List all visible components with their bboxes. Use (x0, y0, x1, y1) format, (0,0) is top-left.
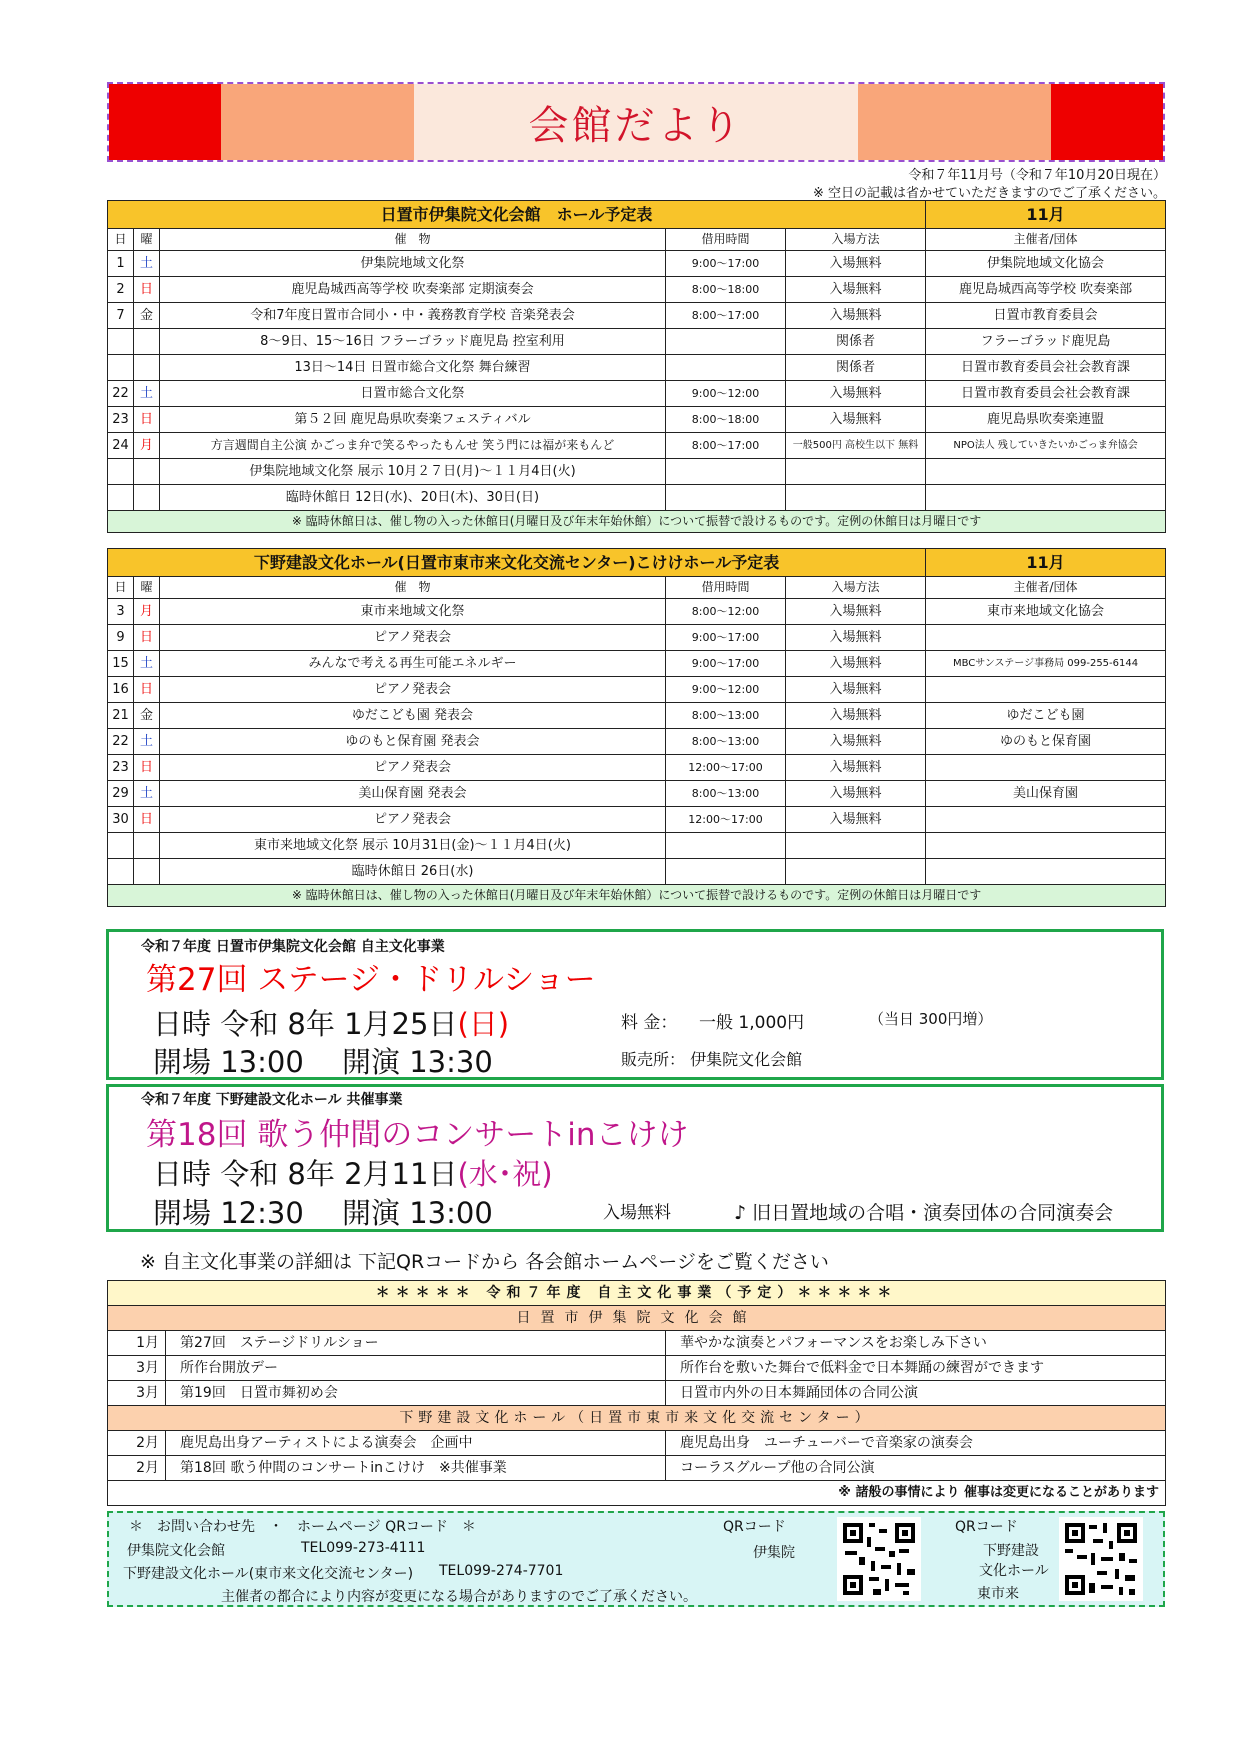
ijuin-table-heading: 日置市伊集院文化会館 ホール予定表 (108, 201, 926, 229)
col-weekday: 曜 (134, 229, 160, 251)
weekday-cell: 日 (134, 755, 160, 781)
admission-cell: 入場無料 (786, 781, 926, 807)
qr-notice: ※ 自主文化事業の詳細は 下記QRコードから 各会館ホームページをご覧ください (140, 1251, 829, 1273)
schedule-row (108, 781, 1166, 807)
day-cell: 23 (108, 755, 134, 781)
time-cell: 12:00～17:00 (666, 755, 786, 781)
time-cell: 9:00～17:00 (666, 625, 786, 651)
event2-date: 日時 令和 8年 2月11日(水･祝) (153, 1157, 553, 1191)
annual-desc-cell: コーラスグループ他の合同公演 (666, 1456, 1166, 1481)
time-cell: 12:00～17:00 (666, 807, 786, 833)
column-header-row (108, 229, 1166, 251)
annual-event-cell: 鹿児島出身アーティストによる演奏会 企画中 (166, 1431, 666, 1456)
day-cell: 16 (108, 677, 134, 703)
event-cell: 第５２回 鹿児島県吹奏楽フェスティバル (160, 407, 666, 433)
schedule-row (108, 755, 1166, 781)
organizer-cell: 鹿児島県吹奏楽連盟 (926, 407, 1166, 433)
event-cell: 日置市総合文化祭 (160, 381, 666, 407)
event1-subtitle: 令和７年度 日置市伊集院文化会館 自主文化事業 (141, 939, 445, 955)
schedule-row (108, 703, 1166, 729)
time-cell: 8:00～13:00 (666, 703, 786, 729)
organizer-cell: ゆのもと保育園 (926, 729, 1166, 755)
ijuin-table-month: 11月 (926, 201, 1166, 229)
day-cell (108, 485, 134, 511)
admission-cell: 関係者 (786, 355, 926, 381)
schedule-row (108, 625, 1166, 651)
admission-cell: 関係者 (786, 329, 926, 355)
contact-heading: ＊ お問い合わせ先 ・ ホームページ QRコード ＊ (129, 1519, 476, 1535)
contact-ijuin-name: 伊集院文化会館 (127, 1543, 225, 1559)
organizer-cell (926, 485, 1166, 511)
annual-month-cell: 2月 (108, 1456, 166, 1481)
weekday-cell: 日 (134, 277, 160, 303)
col-time: 借用時間 (666, 229, 786, 251)
day-cell (108, 459, 134, 485)
annual-month-cell: 3月 (108, 1356, 166, 1381)
annual-desc-cell: 鹿児島出身 ユーチューバーで音楽家の演奏会 (666, 1431, 1166, 1456)
event-cell: ピアノ発表会 (160, 625, 666, 651)
event-cell: ピアノ発表会 (160, 677, 666, 703)
event-cell: 令和7年度日置市合同小・中・義務教育学校 音楽発表会 (160, 303, 666, 329)
event-cell: 鹿児島城西高等学校 吹奏楽部 定期演奏会 (160, 277, 666, 303)
page-title: 会館だより (414, 84, 858, 160)
organizer-cell (926, 459, 1166, 485)
qr-code-ijuin[interactable] (837, 1517, 921, 1601)
organizer-cell: 日置市教育委員会 (926, 303, 1166, 329)
event-cell: 美山保育園 発表会 (160, 781, 666, 807)
col-event: 催 物 (160, 229, 666, 251)
event-cell: 臨時休館日 12日(水)、20日(木)、30日(日) (160, 485, 666, 511)
organizer-cell: フラーゴラッド鹿児島 (926, 329, 1166, 355)
admission-cell: 入場無料 (786, 677, 926, 703)
contact-shimono-name: 下野建設文化ホール(東市来文化交流センター) (123, 1566, 414, 1582)
qr2-name-2: 文化ホール (979, 1563, 1049, 1579)
admission-cell: 一般500円 高校生以下 無料 (786, 433, 926, 459)
admission-cell: 入場無料 (786, 755, 926, 781)
time-cell: 9:00～17:00 (666, 251, 786, 277)
organizer-cell: 東市来地域文化協会 (926, 599, 1166, 625)
admission-cell: 入場無料 (786, 277, 926, 303)
event-cell: 伊集院地域文化祭 展示 10月２７日(月)～１１月4日(火) (160, 459, 666, 485)
weekday-cell: 日 (134, 625, 160, 651)
day-cell: 2 (108, 277, 134, 303)
day-cell: 24 (108, 433, 134, 459)
weekday-cell: 土 (134, 381, 160, 407)
event1-sales: 販売所： 伊集院文化会館 (621, 1050, 803, 1069)
admission-cell (786, 485, 926, 511)
contact-shimono-tel: TEL099-274-7701 (439, 1563, 564, 1579)
col-admission: 入場方法 (786, 577, 926, 599)
day-cell: 22 (108, 381, 134, 407)
contact-ijuin-tel: TEL099-273-4111 (301, 1540, 426, 1556)
event-cell: 東市来地域文化祭 展示 10月31日(金)～１１月4日(火) (160, 833, 666, 859)
day-cell: 23 (108, 407, 134, 433)
organizer-cell (926, 859, 1166, 885)
weekday-cell: 日 (134, 407, 160, 433)
weekday-cell: 月 (134, 599, 160, 625)
weekday-cell (134, 833, 160, 859)
event-cell: 臨時休館日 26日(水) (160, 859, 666, 885)
col-admission: 入場方法 (786, 229, 926, 251)
qr-code-shimono[interactable] (1059, 1517, 1143, 1601)
day-cell (108, 859, 134, 885)
organizer-cell: 日置市教育委員会社会教育課 (926, 355, 1166, 381)
weekday-cell: 土 (134, 729, 160, 755)
organizer-cell: 美山保育園 (926, 781, 1166, 807)
schedule-row (108, 599, 1166, 625)
admission-cell: 入場無料 (786, 625, 926, 651)
col-weekday: 曜 (134, 577, 160, 599)
event-cell: 伊集院地域文化祭 (160, 251, 666, 277)
annual-plan-table (107, 1280, 1166, 1506)
organizer-cell (926, 807, 1166, 833)
shimono-footnote: ※ 臨時休館日は、催し物の入った休館日(月曜日及び年末年始休館）について振替で設けるものです。定例の休館日は月曜日です (108, 885, 1166, 907)
event2-subtitle: 令和７年度 下野建設文化ホール 共催事業 (141, 1092, 403, 1108)
event1-price-note: （当日 300円増） (869, 1010, 993, 1028)
weekday-cell: 日 (134, 807, 160, 833)
schedule-row (108, 807, 1166, 833)
time-cell: 8:00～17:00 (666, 303, 786, 329)
admission-cell: 入場無料 (786, 651, 926, 677)
title-banner (107, 82, 1165, 162)
weekday-cell (134, 459, 160, 485)
qr2-name-1: 下野建設 (983, 1543, 1039, 1559)
notice-top: ※ 空日の記載は省かせていただきますのでご了承ください。 (812, 186, 1166, 201)
event2-entry: 入場無料 (603, 1203, 671, 1223)
organizer-cell (926, 677, 1166, 703)
qr2-name-3: 東市来 (977, 1586, 1019, 1602)
organizer-cell: MBCサンステージ事務局 099-255-6144 (926, 651, 1166, 677)
day-cell (108, 355, 134, 381)
organizer-cell (926, 833, 1166, 859)
col-event: 催 物 (160, 577, 666, 599)
time-cell: 9:00～12:00 (666, 677, 786, 703)
qr1-label: QRコード (723, 1519, 786, 1535)
event-cell: みんなで考える再生可能エネルギー (160, 651, 666, 677)
time-cell: 8:00～18:00 (666, 407, 786, 433)
event-box-concert (106, 1084, 1164, 1232)
annual-event-cell: 第18回 歌う仲間のコンサートinこけけ ※共催事業 (166, 1456, 666, 1481)
time-cell (666, 355, 786, 381)
organizer-cell: 伊集院地域文化協会 (926, 251, 1166, 277)
annual-note: ※ 諸般の事情により 催事は変更になることがあります (108, 1481, 1166, 1506)
organizer-cell: NPO法人 残していきたいかごっま弁協会 (926, 433, 1166, 459)
admission-cell: 入場無料 (786, 599, 926, 625)
ijuin-footnote: ※ 臨時休館日は、催し物の入った休館日(月曜日及び年末年始休館）について振替で設けるものです。定例の休館日は月曜日です (108, 511, 1166, 533)
weekday-cell (134, 329, 160, 355)
event1-open-time: 開場 13:00 開演 13:30 (153, 1045, 493, 1079)
event-cell: ピアノ発表会 (160, 755, 666, 781)
admission-cell: 入場無料 (786, 703, 926, 729)
organizer-cell (926, 755, 1166, 781)
day-cell: 7 (108, 303, 134, 329)
ijuin-schedule-table (107, 200, 1166, 533)
time-cell (666, 485, 786, 511)
admission-cell: 入場無料 (786, 729, 926, 755)
organizer-cell (926, 625, 1166, 651)
banner-red-right (1051, 84, 1163, 160)
annual-plan-title: ＊＊＊＊＊ 令和７年度 自主文化事業（予定）＊＊＊＊＊ (108, 1281, 1166, 1306)
schedule-row (108, 303, 1166, 329)
time-cell (666, 859, 786, 885)
organizer-cell: 日置市教育委員会社会教育課 (926, 381, 1166, 407)
banner-salmon-left (221, 84, 414, 160)
weekday-cell: 日 (134, 677, 160, 703)
event2-open-time: 開場 12:30 開演 13:00 (153, 1196, 493, 1230)
event1-title: 第27回 ステージ・ドリルショー (146, 962, 596, 998)
annual-event-cell: 所作台開放デー (166, 1356, 666, 1381)
schedule-row (108, 277, 1166, 303)
annual-desc-cell: 華やかな演奏とパフォーマンスをお楽しみ下さい (666, 1331, 1166, 1356)
time-cell: 8:00～13:00 (666, 729, 786, 755)
column-header-row (108, 577, 1166, 599)
weekday-cell: 土 (134, 781, 160, 807)
banner-red-left (109, 84, 221, 160)
event1-date: 日時 令和 8年 1月25日(日) (153, 1007, 510, 1041)
admission-cell: 入場無料 (786, 807, 926, 833)
schedule-row (108, 651, 1166, 677)
annual-row (108, 1456, 1166, 1481)
annual-month-cell: 3月 (108, 1381, 166, 1406)
weekday-cell: 金 (134, 303, 160, 329)
shimono-schedule-table (107, 548, 1166, 907)
time-cell (666, 329, 786, 355)
event-cell: 13日～14日 日置市総合文化祭 舞台練習 (160, 355, 666, 381)
admission-cell: 入場無料 (786, 303, 926, 329)
event-cell: 8～9日、15～16日 フラーゴラッド鹿児島 控室利用 (160, 329, 666, 355)
organizer-cell: ゆだこども園 (926, 703, 1166, 729)
event-box-drill-show (106, 929, 1164, 1080)
day-cell: 3 (108, 599, 134, 625)
admission-cell (786, 459, 926, 485)
time-cell: 9:00～17:00 (666, 651, 786, 677)
contact-disclaimer: 主催者の都合により内容が変更になる場合がありますのでご了承ください。 (221, 1589, 697, 1605)
weekday-cell: 金 (134, 703, 160, 729)
time-cell: 8:00～18:00 (666, 277, 786, 303)
shimono-table-heading: 下野建設文化ホール(日置市東市来文化交流センター)こけけホール予定表 (108, 549, 926, 577)
qr2-label: QRコード (955, 1519, 1018, 1535)
col-organizer: 主催者/団体 (926, 229, 1166, 251)
weekday-cell (134, 355, 160, 381)
time-cell (666, 459, 786, 485)
schedule-row (108, 729, 1166, 755)
col-day: 日 (108, 229, 134, 251)
day-cell (108, 833, 134, 859)
annual-row (108, 1381, 1166, 1406)
col-time: 借用時間 (666, 577, 786, 599)
schedule-row (108, 485, 1166, 511)
event1-price: 一般 1,000円 (699, 1013, 805, 1033)
schedule-row (108, 433, 1166, 459)
day-cell (108, 329, 134, 355)
schedule-row (108, 833, 1166, 859)
event2-title: 第18回 歌う仲間のコンサートinこけけ (146, 1117, 689, 1153)
qr-shimono-icon (1059, 1517, 1143, 1601)
time-cell: 8:00～17:00 (666, 433, 786, 459)
schedule-row (108, 859, 1166, 885)
issue-date: 令和７年11月号（令和７年10月20日現在） (908, 168, 1166, 183)
annual-ijuin-title: 日置市伊集院文化会館 (108, 1306, 1166, 1331)
admission-cell: 入場無料 (786, 407, 926, 433)
annual-month-cell: 1月 (108, 1331, 166, 1356)
schedule-row (108, 251, 1166, 277)
annual-month-cell: 2月 (108, 1431, 166, 1456)
schedule-row (108, 329, 1166, 355)
time-cell: 9:00～12:00 (666, 381, 786, 407)
qr1-name: 伊集院 (753, 1545, 795, 1561)
col-day: 日 (108, 577, 134, 599)
time-cell (666, 833, 786, 859)
day-cell: 15 (108, 651, 134, 677)
admission-cell (786, 859, 926, 885)
event1-price-label: 料 金： (621, 1013, 678, 1033)
annual-row (108, 1331, 1166, 1356)
day-cell: 1 (108, 251, 134, 277)
contact-box (107, 1511, 1165, 1607)
weekday-cell (134, 485, 160, 511)
annual-row (108, 1356, 1166, 1381)
event-cell: ピアノ発表会 (160, 807, 666, 833)
schedule-row (108, 381, 1166, 407)
schedule-row (108, 459, 1166, 485)
day-cell: 30 (108, 807, 134, 833)
annual-desc-cell: 日置市内外の日本舞踊団体の合同公演 (666, 1381, 1166, 1406)
event-cell: ゆのもと保育園 発表会 (160, 729, 666, 755)
shimono-table-month: 11月 (926, 549, 1166, 577)
event2-description: ♪ 旧日置地域の合唱・演奏団体の合同演奏会 (734, 1202, 1114, 1224)
col-organizer: 主催者/団体 (926, 577, 1166, 599)
day-cell: 29 (108, 781, 134, 807)
weekday-cell: 土 (134, 251, 160, 277)
day-cell: 9 (108, 625, 134, 651)
qr-ijuin-icon (837, 1517, 921, 1601)
admission-cell (786, 833, 926, 859)
annual-event-cell: 第27回 ステージドリルショー (166, 1331, 666, 1356)
schedule-row (108, 677, 1166, 703)
banner-salmon-right (858, 84, 1051, 160)
event-cell: 方言週間自主公演 かごっま弁で笑るやったもんせ 笑う門には福が来もんど (160, 433, 666, 459)
organizer-cell: 鹿児島城西高等学校 吹奏楽部 (926, 277, 1166, 303)
annual-row (108, 1431, 1166, 1456)
admission-cell: 入場無料 (786, 251, 926, 277)
event-cell: 東市来地域文化祭 (160, 599, 666, 625)
schedule-row (108, 355, 1166, 381)
schedule-row (108, 407, 1166, 433)
weekday-cell (134, 859, 160, 885)
day-cell: 21 (108, 703, 134, 729)
annual-shimono-title: 下野建設文化ホール（日置市東市来文化交流センター） (108, 1406, 1166, 1431)
annual-event-cell: 第19回 日置市舞初め会 (166, 1381, 666, 1406)
annual-desc-cell: 所作台を敷いた舞台で低料金で日本舞踊の練習ができます (666, 1356, 1166, 1381)
weekday-cell: 月 (134, 433, 160, 459)
event-cell: ゆだこども園 発表会 (160, 703, 666, 729)
day-cell: 22 (108, 729, 134, 755)
weekday-cell: 土 (134, 651, 160, 677)
time-cell: 8:00～13:00 (666, 781, 786, 807)
admission-cell: 入場無料 (786, 381, 926, 407)
time-cell: 8:00～12:00 (666, 599, 786, 625)
